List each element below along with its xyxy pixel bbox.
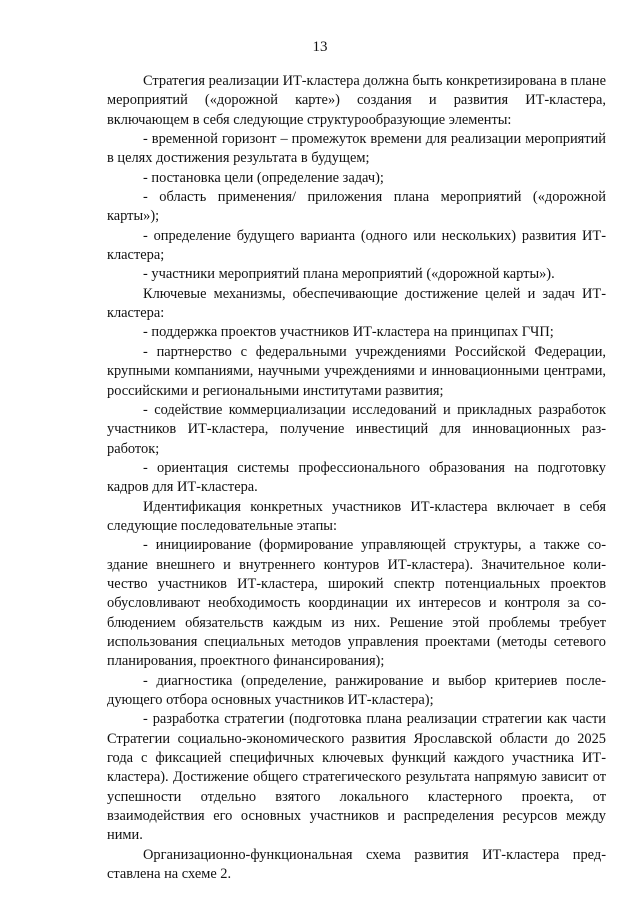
paragraph-identification: Идентификация конкретных участников ИТ-кластера включает в себя следующие последовательные этапы: [107, 498, 606, 534]
list-item-commercialization: - содействие коммерциализации исследований и прикладных разработок участников ИТ-кластера, получение инвестиций для инновационных разработок; [107, 401, 606, 457]
paragraph-key-mechanisms: Ключевые механизмы, обеспечивающие достижение целей и задач ИТ-кластера: [107, 285, 606, 322]
list-item-future-variant: - определение будущего варианта (одного или нескольких) развития ИТ-кластера; [107, 227, 606, 264]
list-item-partnership: - партнерство с федеральными учреждениями Российской Федерации, крупными компаниями, научными учреждениями и инновационными центрами, российскими и региональными институтами развития; [107, 343, 606, 399]
list-item-diagnostics: - диагностика (определение, ранжирование и выбор критериев последующего отбора основных участников ИТ-кластера); [107, 672, 606, 708]
list-item-strategy-development: - разработка стратегии (подготовка плана реализации стратегии как части Стратегии социально-экономического развития Ярославской области до 2025 года с фиксацией специфичных ключевых функций каждого участника ИТ-кластера). Достижение общего стратегического результата напрямую зависит от успешности отдельно взятого локального кластерного проекта, от взаимодействия его основных участников и распределения ресурсов между ними. [107, 711, 606, 844]
paragraph-scheme-reference: Организационно-функциональная схема развития ИТ-кластера представлена на схеме 2. [107, 846, 606, 883]
list-item-time-horizon: - временной горизонт – промежуток времени для реализации мероприятий в целях достижения результата в будущем; [107, 131, 606, 167]
list-item-participants: - участники мероприятий плана мероприятий («дорожной карты»). [143, 266, 555, 283]
document-body [107, 72, 606, 884]
paragraph-strategy-intro: Стратегия реализации ИТ-кластера должна быть конкретизирована в плане мероприятий («дорожной карте») создания и развития ИТ-кластера, включающем в себя следующие структурообразующие элементы: [107, 73, 606, 128]
list-item-goal-setting: - постановка цели (определение задач); [143, 169, 384, 186]
page-number: 13 [312, 39, 328, 55]
list-item-application-area: - область применения/ приложения плана мероприятий («дорожной карты»); [107, 189, 606, 225]
list-item-ppp-support: - поддержка проектов участников ИТ-кластера на принципах ГЧП; [143, 324, 554, 341]
list-item-initiation: - инициирование (формирование управляющей структуры, а также создание внешнего и внутреннего контуров ИТ-кластера). Значительное количество участников ИТ-кластера, широкий спектр потенциальных проектов обусловливают необходимость координации их интересов и контроля за соблюдением обязательств каждым из них. Решение этой проблемы требует использования специальных методов управления проектами (методы сетевого планирования, проектного финансирования); [107, 537, 606, 670]
list-item-education: - ориентация системы профессионального образования на подготовку кадров для ИТ-кластера. [107, 459, 606, 496]
